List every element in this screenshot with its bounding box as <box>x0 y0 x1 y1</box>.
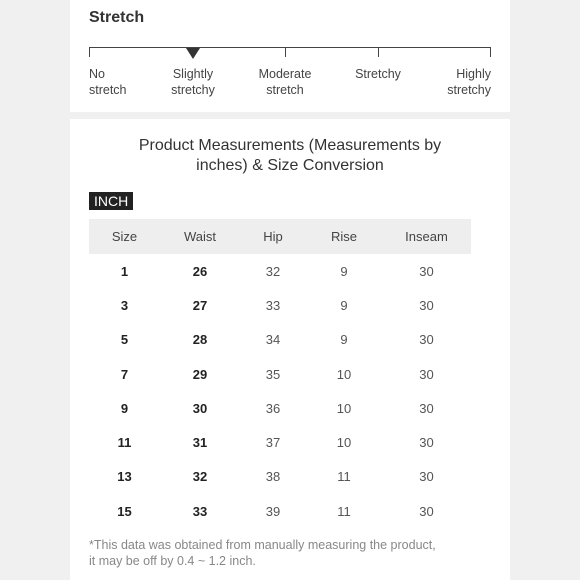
cell-rise: 10 <box>336 366 352 382</box>
table-row <box>89 323 471 357</box>
cell-waist: 27 <box>192 297 208 313</box>
measurements-card <box>70 119 510 580</box>
table-row <box>89 254 471 288</box>
cell-inseam: 30 <box>419 297 434 313</box>
cell-waist: 31 <box>192 435 208 451</box>
stretch-label-high: Highly stretchy <box>447 67 491 97</box>
cell-size: 5 <box>120 332 129 348</box>
cell-waist: 29 <box>192 366 208 382</box>
scale-tick <box>490 47 491 57</box>
cell-hip: 32 <box>265 263 281 279</box>
cell-hip: 34 <box>265 332 281 348</box>
measurement-footnote: *This data was obtained from manually measuring the product, it may be off by 0.4 ~ 1.2 inch. <box>89 538 436 568</box>
table-row <box>89 357 471 391</box>
header-hip: Hip <box>240 219 306 254</box>
stretch-label-moderate: Moderate stretch <box>258 67 312 97</box>
table-row <box>89 460 471 494</box>
cell-size: 13 <box>117 469 132 485</box>
scale-tick <box>378 47 379 57</box>
table-row <box>89 391 471 425</box>
cell-rise: 9 <box>340 263 348 279</box>
cell-rise: 9 <box>340 332 348 348</box>
cell-hip: 37 <box>265 435 281 451</box>
cell-inseam: 30 <box>419 332 434 348</box>
cell-rise: 10 <box>336 435 352 451</box>
header-rise: Rise <box>306 219 382 254</box>
cell-rise: 10 <box>336 400 352 416</box>
cell-inseam: 30 <box>419 366 434 382</box>
cell-hip: 36 <box>265 400 281 416</box>
cell-inseam: 30 <box>419 503 434 519</box>
cell-waist: 26 <box>192 263 208 279</box>
cell-size: 3 <box>120 297 129 313</box>
table-row <box>89 425 471 459</box>
unit-badge: INCH <box>89 192 133 210</box>
cell-size: 15 <box>117 503 132 519</box>
measurements-title: Product Measurements (Measurements by inches) & Size Conversion <box>138 137 442 174</box>
cell-rise: 11 <box>337 503 351 519</box>
stretch-marker-icon <box>186 48 200 59</box>
header-waist: Waist <box>160 219 240 254</box>
stretch-scale-line <box>89 47 491 48</box>
table-row <box>89 288 471 322</box>
table-row <box>89 494 471 528</box>
table-header-row <box>89 219 471 254</box>
cell-hip: 33 <box>265 297 281 313</box>
stretch-title: Stretch <box>89 9 145 26</box>
cell-hip: 35 <box>265 366 281 382</box>
header-size: Size <box>89 219 160 254</box>
cell-waist: 30 <box>192 400 208 416</box>
cell-waist: 33 <box>192 503 208 519</box>
cell-size: 9 <box>120 400 129 416</box>
cell-size: 11 <box>117 435 132 451</box>
cell-size: 7 <box>120 366 129 382</box>
header-inseam: Inseam <box>382 219 471 254</box>
stretch-card <box>70 0 510 112</box>
cell-waist: 28 <box>192 332 208 348</box>
cell-rise: 9 <box>340 297 348 313</box>
scale-tick <box>89 47 90 57</box>
cell-size: 1 <box>120 263 129 279</box>
cell-inseam: 30 <box>419 469 434 485</box>
stretch-label-stretchy: Stretchy <box>355 67 401 81</box>
cell-waist: 32 <box>192 469 208 485</box>
cell-inseam: 30 <box>419 263 434 279</box>
cell-inseam: 30 <box>419 435 434 451</box>
scale-tick <box>285 47 286 57</box>
size-table <box>89 219 471 528</box>
cell-rise: 11 <box>337 469 351 485</box>
stretch-label-none: No stretch <box>89 67 127 97</box>
cell-hip: 38 <box>265 469 281 485</box>
cell-inseam: 30 <box>419 400 434 416</box>
cell-hip: 39 <box>265 503 281 519</box>
stretch-label-slight: Slightly stretchy <box>171 67 215 97</box>
